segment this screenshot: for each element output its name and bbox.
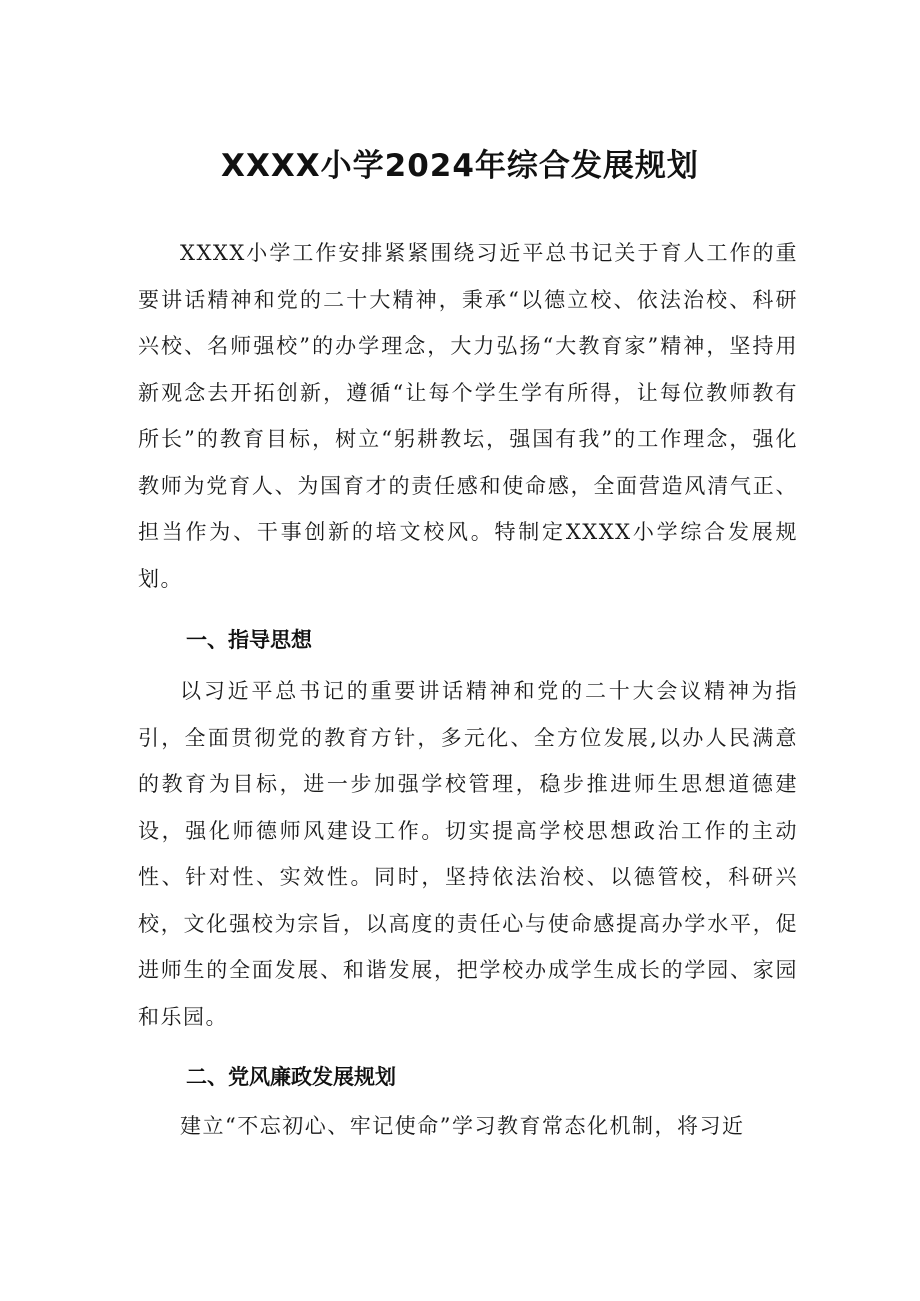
- section-heading-guiding-ideology: 一、指导思想: [186, 628, 312, 652]
- section-text-party-conduct: 建立“不忘初心、牢记使命”学习教育常态化机制，将习近: [180, 1114, 745, 1138]
- section-heading-party-conduct: 二、党风廉政发展规划: [186, 1065, 396, 1089]
- section-text-guiding-ideology: 以习近平总书记的重要讲话精神和党的二十大会议精神为指引，全面贯彻党的教育方针，多元化、全方位发展,以办人民满意的教育为目标，进一步加强学校管理，稳步推进师生思想道德建设，强化师德师风建设工作。切实提高学校思想政治工作的主动性、针对性、实效性。同时，坚持依法治校、以德管校，科研兴校，文化强校为宗旨，以高度的责任心与使命感提高办学水平，促进师生的全面发展、和谐发展，把学校办成学生成长的学园、家园和乐园。: [138, 679, 798, 1029]
- intro-paragraph: XXXX小学工作安排紧紧围绕习近平总书记关于育人工作的重要讲话精神和党的二十大精神，秉承“以德立校、依法治校、科研兴校、名师强校”的办学理念，大力弘扬“大教育家”精神，坚持用新观念去开拓创新，遵循“让每个学生学有所得，让每位教师教有所长”的教育目标，树立“躬耕教坛，强国有我”的工作理念，强化教师为党育人、为国育才的责任感和使命感，全面营造风清气正、担当作为、干事创新的培文校风。特制定XXXX小学综合发展规划。: [138, 241, 798, 591]
- document-title: XXXX小学2024年综合发展规划: [221, 147, 699, 184]
